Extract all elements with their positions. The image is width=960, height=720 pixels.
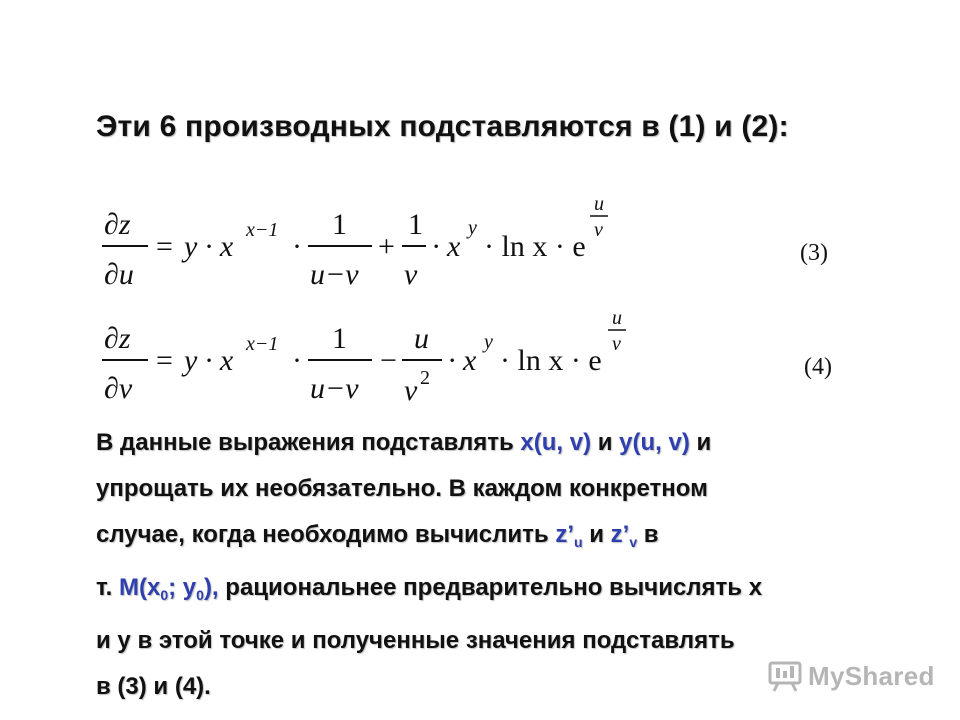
lhs-numerator: ∂z — [104, 208, 131, 241]
text-span: в — [637, 521, 659, 548]
paragraph-line-6: в (3) и (4). — [96, 673, 211, 700]
term-x: · x — [448, 344, 477, 377]
frac2-denominator: v — [404, 258, 418, 291]
frac2-denominator: v — [404, 374, 418, 407]
exponent-y: y — [468, 217, 477, 239]
plus-operator: + — [378, 230, 395, 263]
presentation-board-icon — [768, 660, 802, 692]
equals-sign: = — [156, 344, 173, 377]
text-span: ; y — [168, 574, 197, 601]
highlight-y-uv: y(u, v) — [619, 429, 690, 456]
dot-operator: · — [292, 230, 302, 263]
exponent-y: y — [484, 331, 493, 353]
equals-sign: = — [156, 230, 173, 263]
frac1-denominator: u−v — [310, 372, 359, 405]
subscript: v — [629, 534, 638, 550]
dot-operator: · — [292, 344, 302, 377]
term-yx: y · x — [184, 230, 234, 263]
term-ln-x-e: · ln x · e — [484, 230, 586, 263]
formula-4 — [96, 306, 856, 416]
frac1-denominator: u−v — [310, 258, 359, 291]
watermark-label: MyShared — [808, 660, 935, 691]
text-span: случае, когда необходимо вычислить — [96, 521, 556, 548]
text-span: ), — [203, 574, 219, 601]
frac2-denominator-exponent: 2 — [420, 367, 430, 389]
text-span: и — [591, 429, 620, 456]
frac2-numerator: 1 — [408, 208, 423, 241]
text-span: рациональнее предварительно вычислять x — [218, 574, 763, 601]
lhs-denominator: ∂v — [104, 372, 133, 405]
highlight-z-u — [555, 521, 582, 548]
exp-frac-denominator: v — [612, 333, 621, 355]
lhs-numerator: ∂z — [104, 322, 131, 355]
exp-frac-numerator: u — [594, 193, 604, 215]
frac2-numerator: u — [414, 322, 429, 355]
exp-frac-denominator: v — [594, 219, 603, 241]
subscript: u — [574, 534, 583, 550]
watermark — [768, 660, 935, 692]
subscript: 0 — [196, 587, 204, 603]
lhs-denominator: ∂u — [104, 258, 134, 291]
text-span: z’ — [610, 521, 630, 548]
formula-4-svg — [96, 306, 856, 416]
text-span: В данные выражения подставлять — [96, 429, 521, 456]
paragraph-line-5: и y в этой точке и полученные значения подставлять — [96, 627, 735, 654]
minus-operator: − — [380, 344, 397, 377]
slide-heading: Эти 6 производных подставляются в (1) и (2): — [96, 110, 789, 143]
exp-frac-numerator: u — [612, 307, 622, 329]
highlight-x-uv: x(u, v) — [520, 429, 592, 456]
equation-tag-4: (4) — [804, 354, 832, 380]
text-span: и — [689, 429, 712, 456]
paragraph-line-3 — [96, 512, 916, 565]
text-span: и — [582, 521, 611, 548]
term-yx: y · x — [184, 344, 234, 377]
highlight-point-m — [119, 574, 219, 601]
paragraph-line-2: упрощать их необязательно. В каждом конкретном — [96, 475, 708, 502]
frac1-numerator: 1 — [332, 322, 347, 355]
text-span: z’ — [555, 521, 574, 548]
term-x: · x — [432, 230, 461, 263]
formula-3-svg — [96, 192, 856, 302]
formula-3 — [96, 192, 856, 302]
frac1-numerator: 1 — [332, 208, 347, 241]
exponent-x-minus-1: x−1 — [246, 333, 279, 355]
highlight-z-v — [611, 521, 637, 548]
term-ln-x-e: · ln x · e — [500, 344, 602, 377]
text-span: т. — [96, 574, 119, 601]
paragraph-line-4 — [96, 565, 916, 618]
equation-tag-3: (3) — [800, 240, 828, 266]
paragraph-line-1 — [96, 420, 916, 466]
subscript: 0 — [160, 587, 169, 603]
text-span: M(x — [118, 574, 161, 601]
exponent-x-minus-1: x−1 — [246, 219, 279, 241]
